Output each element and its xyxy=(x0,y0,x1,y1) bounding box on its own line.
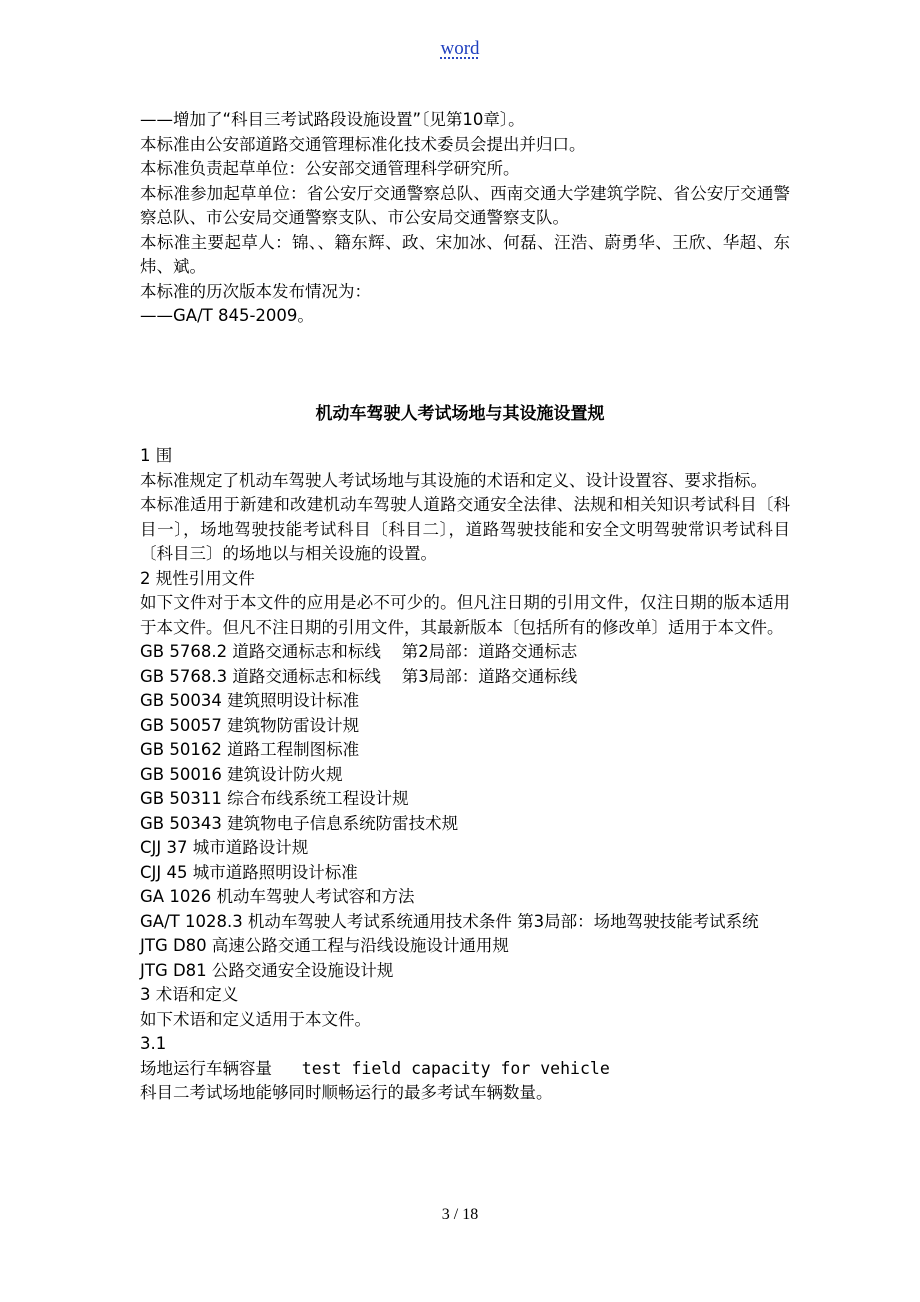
intro-line: 本标准由公安部道路交通管理标准化技术委员会提出并归口。 xyxy=(140,134,586,154)
reference-item: GB 50162 道路工程制图标准 xyxy=(140,740,360,759)
reference-item: GA/T 1028.3 机动车驾驶人考试系统通用技术条件 第3局部：场地驾驶技能考试系统 xyxy=(140,911,759,931)
reference-item: CJJ 37 城市道路设计规 xyxy=(140,838,309,857)
document-title: 机动车驾驶人考试场地与其设施设置规 xyxy=(315,404,605,424)
page-header-label: word xyxy=(440,38,480,59)
intro-line: ——增加了“科目三考试路段设施设置”〔见第10章〕。 xyxy=(140,110,525,129)
term-definition: 科目二考试场地能够同时顺畅运行的最多考试车辆数量。 xyxy=(140,1083,553,1102)
intro-block xyxy=(140,108,790,329)
reference-item: GB 5768.2 道路交通标志和标线 第2局部：道路交通标志 xyxy=(140,642,578,661)
intro-line: 本标准的历次版本发布情况为： xyxy=(140,281,371,301)
reference-item: JTG D81 公路交通安全设施设计规 xyxy=(140,960,394,980)
term-line: 场地运行车辆容量 test field capacity for vehicle xyxy=(140,1058,610,1078)
reference-item: CJJ 45 城市道路照明设计标准 xyxy=(140,862,358,882)
paragraph: 如下术语和定义适用于本文件。 xyxy=(140,1009,371,1029)
reference-item: GB 50034 建筑照明设计标准 xyxy=(140,691,360,710)
subsection-number: 3.1 xyxy=(140,1034,167,1053)
page-number: 3 / 18 xyxy=(441,1206,479,1223)
reference-item: GB 50343 建筑物电子信息系统防雷技术规 xyxy=(140,813,459,833)
reference-item: GB 5768.3 道路交通标志和标线 第3局部：道路交通标线 xyxy=(140,666,578,686)
section-heading: 2 规性引用文件 xyxy=(140,568,255,588)
reference-item: GA 1026 机动车驾驶人考试容和方法 xyxy=(140,887,415,906)
section-heading: 1 围 xyxy=(140,446,173,465)
reference-item: JTG D80 高速公路交通工程与沿线设施设计通用规 xyxy=(140,936,509,955)
reference-item: GB 50057 建筑物防雷设计规 xyxy=(140,715,360,735)
intro-line: 本标准主要起草人：锦、、籍东辉、政、宋加冰、何磊、汪浩、蔚勇华、王欣、华超、东炜、斌。 xyxy=(140,232,790,276)
intro-line: 本标准负责起草单位：公安部交通管理科学研究所。 xyxy=(140,159,520,178)
section-heading: 3 术语和定义 xyxy=(140,985,239,1004)
paragraph: 如下文件对于本文件的应用是必不可少的。但凡注日期的引用文件，仅注日期的版本适用于本文件。但凡不注日期的引用文件，其最新版本〔包括所有的修改单〕适用于本文件。 xyxy=(140,593,790,637)
intro-line: 本标准参加起草单位：省公安厅交通警察总队、西南交通大学建筑学院、省公安厅交通警察总队、市公安局交通警察支队、市公安局交通警察支队。 xyxy=(140,183,790,227)
intro-line: ——GA/T 845-2009。 xyxy=(140,306,314,325)
body-block xyxy=(140,444,790,1106)
reference-item: GB 50311 综合布线系统工程设计规 xyxy=(140,789,409,808)
reference-item: GB 50016 建筑设计防火规 xyxy=(140,764,343,784)
paragraph: 本标准规定了机动车驾驶人考试场地与其设施的术语和定义、设计设置容、要求指标。 xyxy=(140,470,767,490)
paragraph: 本标准适用于新建和改建机动车驾驶人道路交通安全法律、法规和相关知识考试科目〔科目一〕，场地驾驶技能考试科目〔科目二〕，道路驾驶技能和安全文明驾驶常识考试科目〔科目三〕的场地以与相关设施的设置。 xyxy=(140,495,790,563)
